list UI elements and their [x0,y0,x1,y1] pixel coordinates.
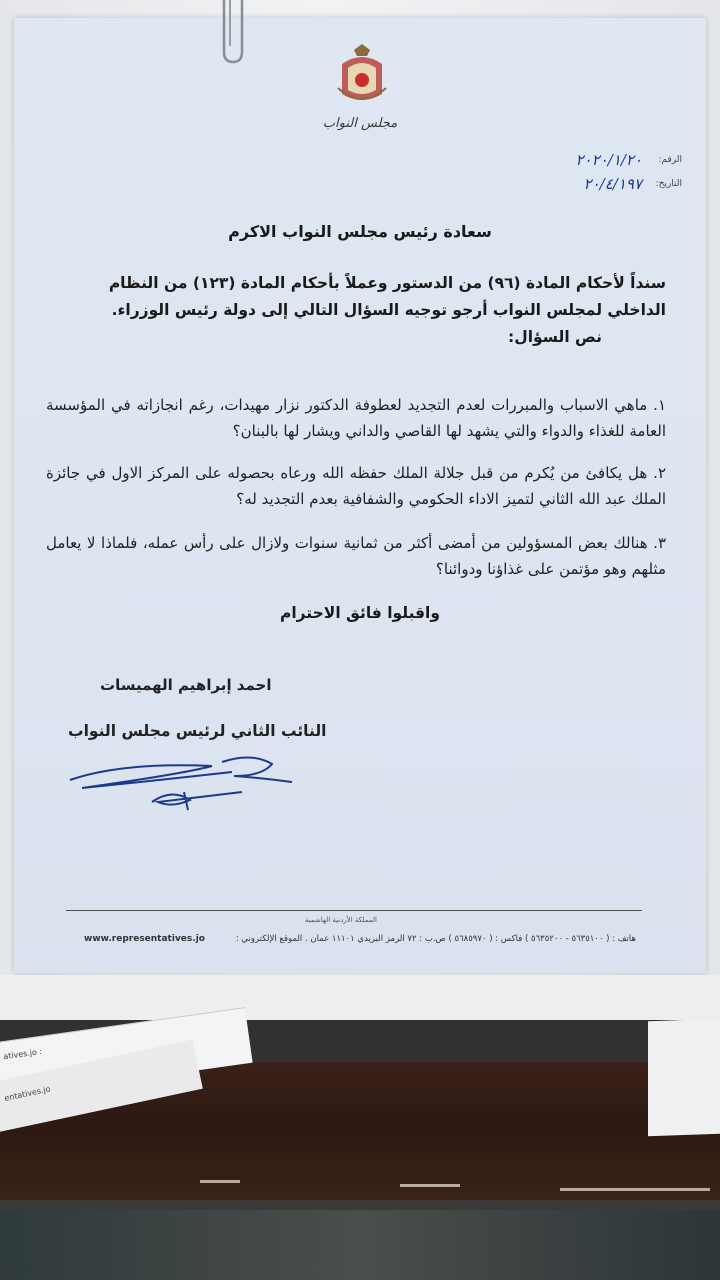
question-item: ١. ماهي الاسباب والمبررات لعدم التجديد لعطوفة الدكتور نزار مهيدات، رغم انجازاته في المؤسسة العامة للغذاء والدواء والتي يشهد لها القاصي والداني ويشار لها بالبنان؟ [46,396,666,440]
footer-divider [66,910,642,911]
folder-edge-right [648,1019,720,1137]
intro-paragraph: سنداً لأحكام المادة (٩٦) من الدستور وعملاً بأحكام المادة (١٢٣) من النظام الداخلي لمجلس النواب أرجو توجيه السؤال التالي إلى دولة رئيس الوزراء. [108,274,666,319]
paper-edge-text: entatives.jo [3,1084,52,1103]
light-glare [400,1184,460,1187]
handwritten-signature [62,752,302,812]
reference-date-row [512,172,682,196]
reference-date-label: التاريخ: [655,179,682,189]
letterhead-caption: مجلس النواب [322,116,398,131]
reference-number-row [512,148,682,172]
light-glare [560,1188,710,1191]
reference-date-value: ٢٠/٤/١٩٧ [583,175,642,193]
paper-edge-text: atives.jo : [2,1046,43,1062]
question-heading: نص السؤال: [508,328,602,346]
question-item: ٢. هل يكافئ من يُكرم من قبل جلالة الملك حفظه الله ورعاه بحصوله على المركز الاول في جائزة الملك عبد الله الثاني لتميز الاداء الحكومي والشفافية بعدم التجديد له؟ [46,464,666,508]
footer-website: www.representatives.jo [84,934,205,944]
reference-number-value: ٢٠٢٠/١/٢٠ [575,151,642,169]
paperclip-icon [214,0,250,70]
question-item: ٣. هنالك بعض المسؤولين من أمضى أكثر من ثمانية سنوات ولازال على رأس عمله، فلماذا لا يعامل مثلهم وهو مؤتمن على غذاؤنا ودوائنا؟ [46,534,666,578]
addressee-heading: سعادة رئيس مجلس النواب الاكرم [228,222,492,241]
reference-block [512,148,682,196]
signatory-position: النائب الثاني لرئيس مجلس النواب [68,722,327,740]
footer-contact: هاتف : ( ٥٦٣٥١٠٠ - ٥٦٣٥٢٠٠ ) فاكس : ( ٥٦٨٥٩٧٠ ) ص.ب : ٧٢ الرمز البريدي ١١١٠١ عمان . الموقع الإلكتروني : [235,934,636,944]
signatory-name: احمد إبراهيم الهميسات [100,676,272,694]
footer-logo-text: المملكة الأردنية الهاشمية [304,916,378,924]
reference-number-label: الرقم: [658,155,682,165]
floor-cloth [0,1210,720,1280]
light-glare [200,1180,240,1183]
royal-emblem-icon [336,44,388,108]
closing-line: واقبلوا فائق الاحترام [279,604,440,622]
